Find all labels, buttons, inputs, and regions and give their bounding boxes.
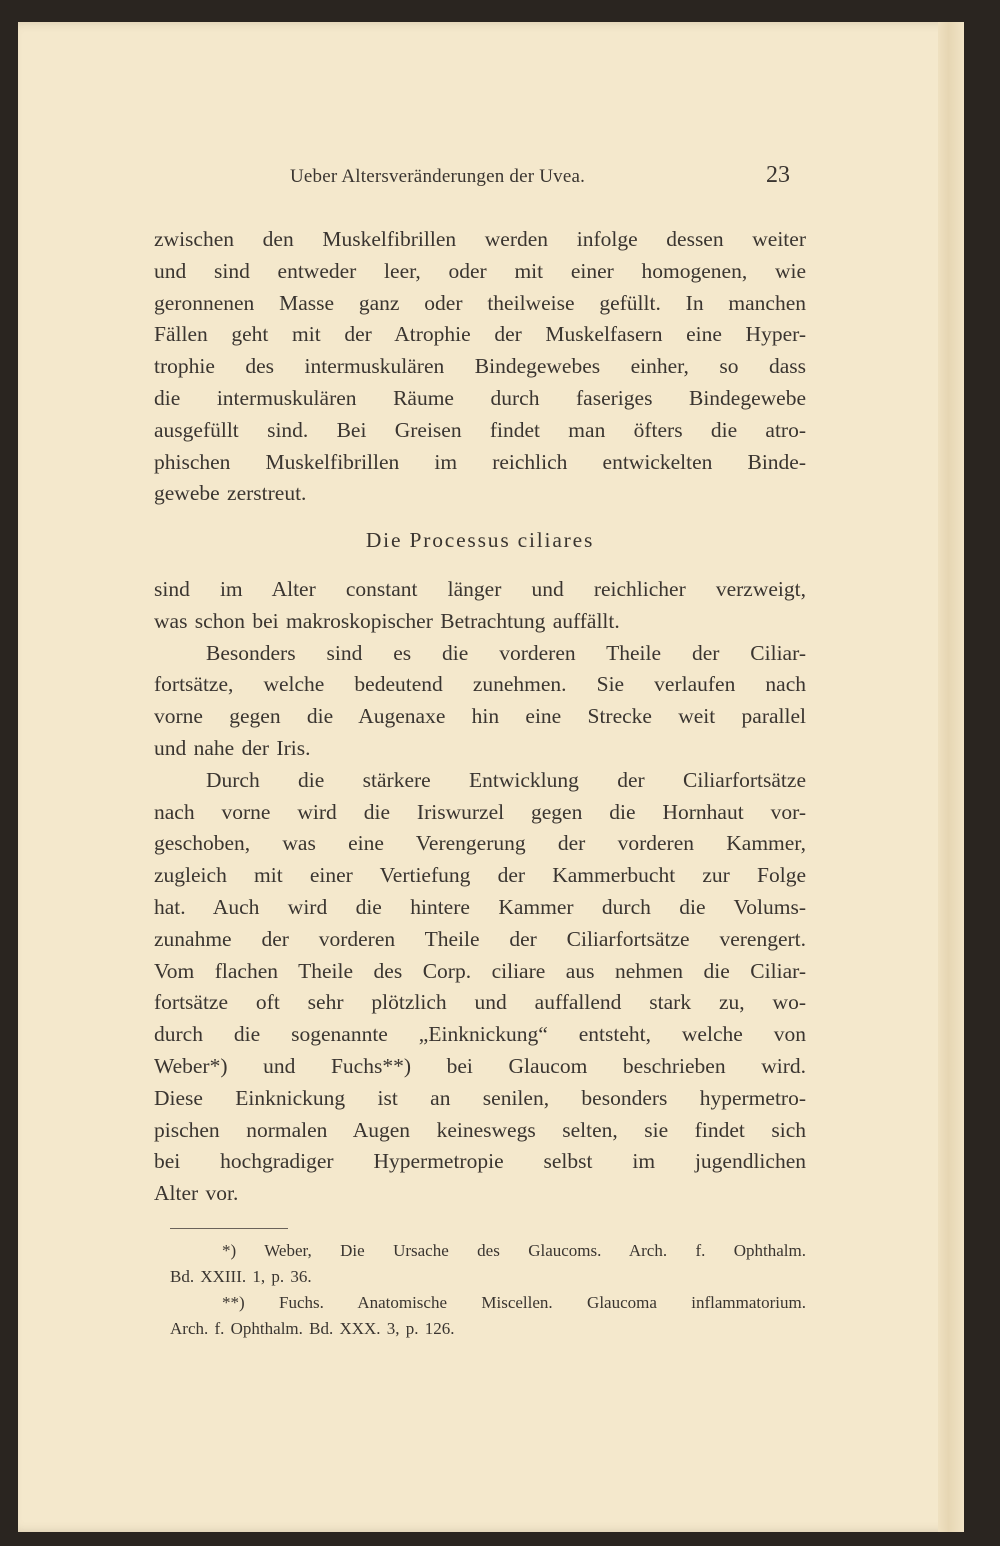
text-line: zunahme der vorderen Theile der Ciliarfortsätze verengert. <box>154 926 806 951</box>
text-line: phischen Muskelfibrillen im reichlich entwickelten Binde- <box>154 449 806 474</box>
text-line: sind im Alter constant länger und reichlicher verzweigt, <box>154 577 806 601</box>
footnote-line: **) Fuchs. Anatomische Miscellen. Glaucoma inflammatorium. <box>222 1293 806 1312</box>
running-title: Ueber Altersveränderungen der Uvea. <box>290 166 586 187</box>
footnote-line: Arch. f. Ophthalm. Bd. XXX. 3, p. 126. <box>170 1319 455 1338</box>
footnote-line: *) Weber, Die Ursache des Glaucoms. Arch. f. Ophthalm. <box>222 1241 806 1260</box>
text-line: ausgefüllt sind. Bei Greisen findet man öfters die atro- <box>154 417 806 442</box>
text-line: geronnenen Masse ganz oder theilweise gefüllt. In manchen <box>154 290 806 315</box>
paragraph-1 <box>154 224 806 510</box>
paragraph-2 <box>154 574 806 1210</box>
text-line: Alter vor. <box>154 1181 239 1206</box>
text-line: Fällen geht mit der Atrophie der Muskelfasern eine Hyper- <box>154 322 806 347</box>
text-line: nach vorne wird die Iriswurzel gegen die Hornhaut vor- <box>154 799 806 824</box>
text-line: geschoben, was eine Verengerung der vorderen Kammer, <box>154 831 806 856</box>
text-line: trophie des intermuskulären Bindegewebes einher, so dass <box>154 354 806 379</box>
footnote-rule <box>170 1228 288 1229</box>
text-line: gewebe zerstreut. <box>154 481 307 506</box>
text-line: die intermuskulären Räume durch faseriges Bindegewebe <box>154 385 806 410</box>
text-line: vorne gegen die Augenaxe hin eine Strecke weit parallel <box>154 704 806 729</box>
footnote-line: Bd. XXIII. 1, p. 36. <box>170 1267 312 1286</box>
text-line: hat. Auch wird die hintere Kammer durch die Volums- <box>154 894 806 919</box>
text-line: Vom flachen Theile des Corp. ciliare aus nehmen die Ciliar- <box>154 958 806 983</box>
text-line: und sind entweder leer, oder mit einer homogenen, wie <box>154 258 806 283</box>
running-header <box>290 162 790 196</box>
text-line: pischen normalen Augen keineswegs selten, sie findet sich <box>154 1117 806 1142</box>
text-line: fortsätze, welche bedeutend zunehmen. Sie verlaufen nach <box>154 672 806 697</box>
text-line: Diese Einknickung ist an senilen, besonders hypermetro- <box>154 1085 806 1110</box>
text-line: und nahe der Iris. <box>154 735 311 760</box>
text-line: Durch die stärkere Entwicklung der Ciliarfortsätze <box>206 767 806 792</box>
text-line: bei hochgradiger Hypermetropie selbst im jugendlichen <box>154 1149 806 1174</box>
text-line: zugleich mit einer Vertiefung der Kammerbucht zur Folge <box>154 863 806 888</box>
section-heading: Die Processus ciliares <box>365 528 595 552</box>
text-line: was schon bei makroskopischer Betrachtung auffällt. <box>154 608 620 633</box>
text-line: zwischen den Muskelfibrillen werden infolge dessen weiter <box>154 227 806 251</box>
page-number: 23 <box>766 162 790 188</box>
text-line: durch die sogenannte „Einknickung“ entsteht, welche von <box>154 1022 806 1047</box>
text-line: Weber*) und Fuchs**) bei Glaucom beschrieben wird. <box>154 1053 806 1078</box>
footnotes <box>170 1238 806 1342</box>
text-line: Besonders sind es die vorderen Theile der Ciliar- <box>206 640 806 665</box>
page-edge <box>938 22 964 1532</box>
text-line: fortsätze oft sehr plötzlich und auffallend stark zu, wo- <box>154 990 806 1015</box>
